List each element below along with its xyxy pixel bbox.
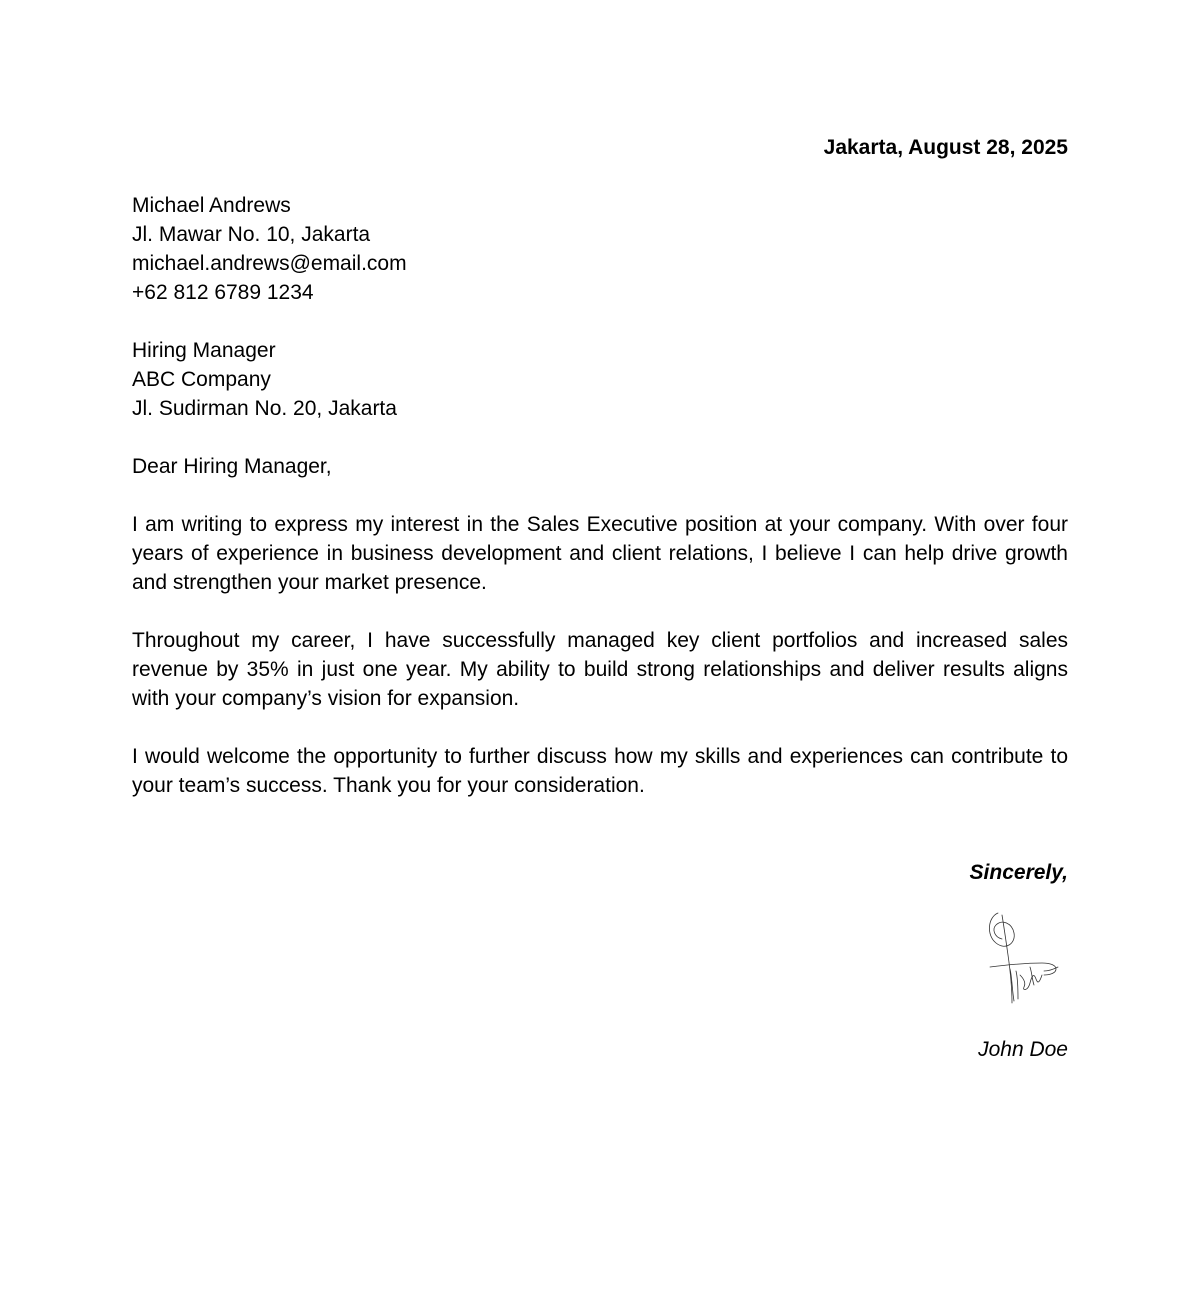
recipient-address: Jl. Sudirman No. 20, Jakarta (132, 397, 397, 420)
sender-name: Michael Andrews (132, 194, 291, 217)
signer-name: John Doe (978, 1038, 1068, 1061)
body-paragraph-1: I am writing to express my interest in the Sales Executive position at your company. With over four years of experience in business development and client relations, I believe I can help drive growth and strengthen your market presence. (132, 513, 1068, 594)
sender-block (132, 191, 1068, 307)
salutation: Dear Hiring Manager, (132, 455, 332, 478)
sender-email: michael.andrews@email.com (132, 252, 407, 275)
sender-address: Jl. Mawar No. 10, Jakarta (132, 223, 371, 246)
recipient-company: ABC Company (132, 368, 271, 391)
letter-date: Jakarta, August 28, 2025 (823, 136, 1068, 159)
sender-phone: +62 812 6789 1234 (132, 281, 314, 304)
letter-content (132, 133, 1068, 1064)
recipient-title: Hiring Manager (132, 339, 276, 362)
closing-block (132, 858, 1068, 1064)
recipient-block (132, 336, 1068, 423)
signature-icon (984, 909, 1068, 1009)
body-paragraph-2: Throughout my career, I have successfully managed key client portfolios and increased sales revenue by 35% in just one year. My ability to build strong relationships and deliver results aligns with your company’s vision for expansion. (132, 629, 1068, 710)
body-paragraph-3: I would welcome the opportunity to further discuss how my skills and experiences can contribute to your team’s success. Thank you for your consideration. (132, 745, 1068, 797)
closing: Sincerely, (969, 861, 1068, 884)
